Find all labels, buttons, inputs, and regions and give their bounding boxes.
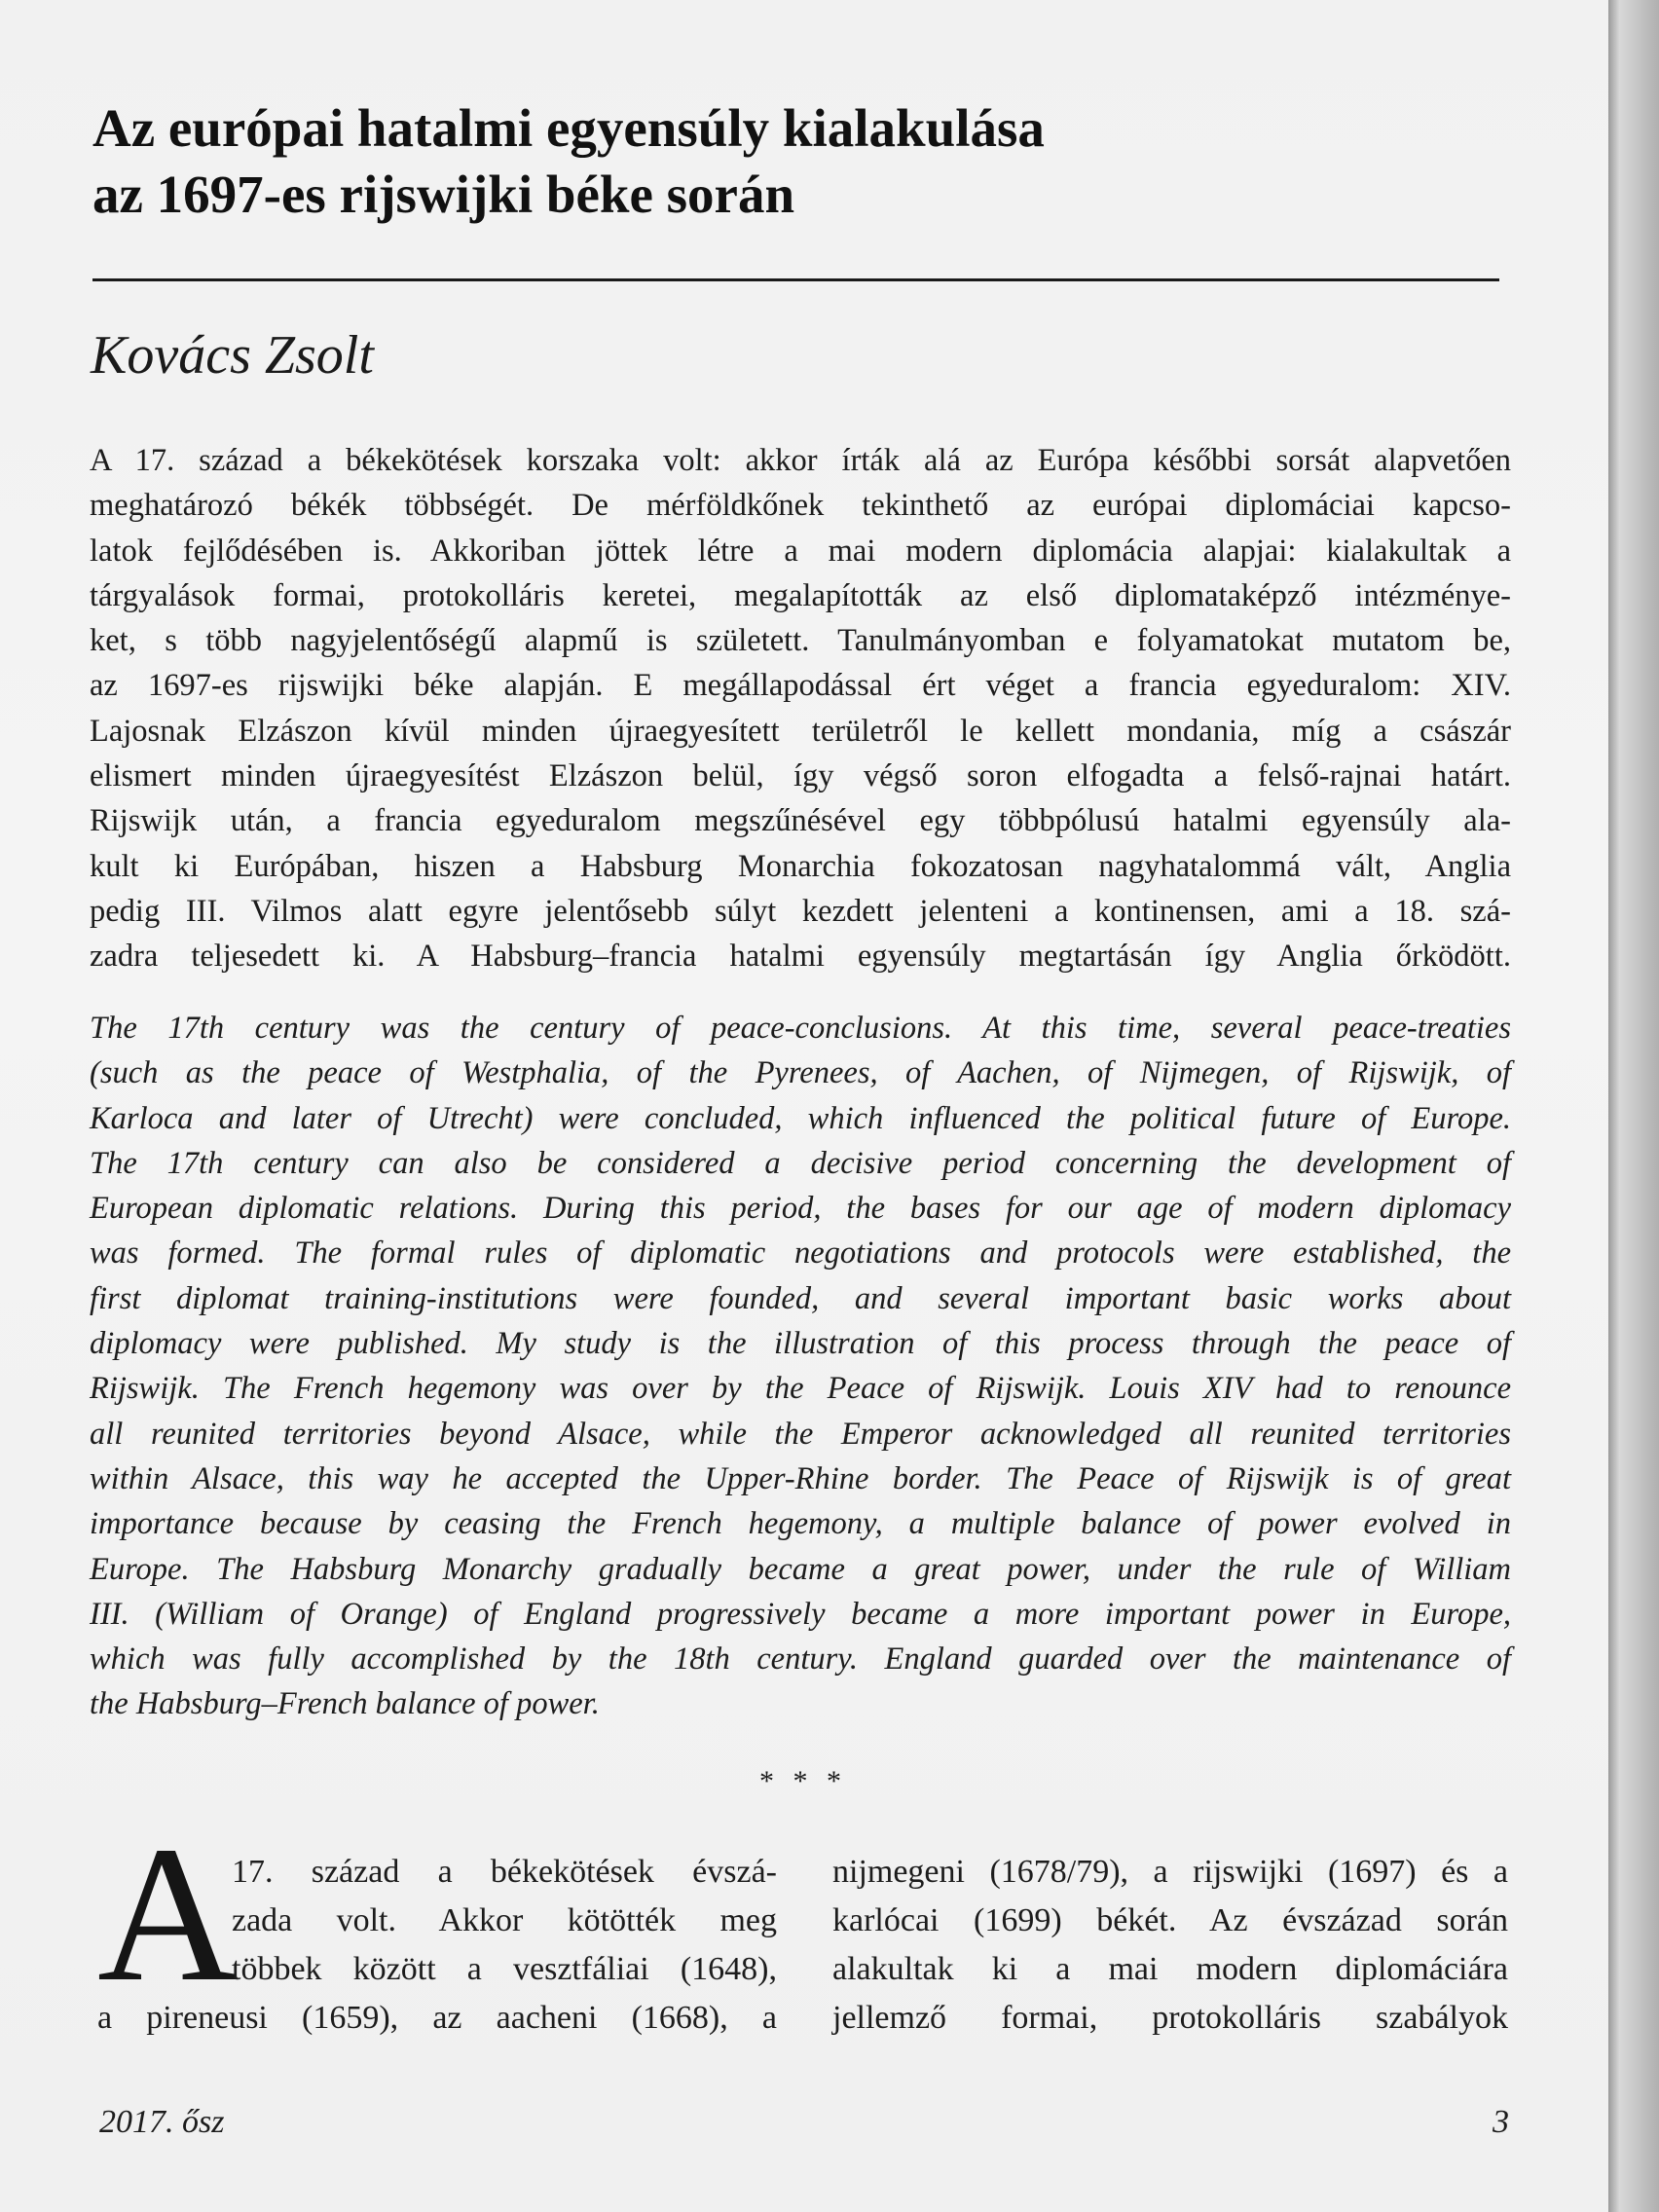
abstract-hu-line: A 17. század a békekötések korszaka volt: akkor írták alá az Európa későbbi sorsát alapvetően (90, 443, 1511, 478)
drop-cap: A (97, 1807, 239, 2022)
abstract-hu-line: zadra teljesedett ki. A Habsburg–francia hatalmi egyensúly megtartásán így Anglia őrködött. (90, 939, 1511, 975)
abstract-en-line: which was fully accomplished by the 18th century. England guarded over the maintenance of (90, 1641, 1511, 1677)
abstract-en-line: importance because by ceasing the French hegemony, a multiple balance of power evolved in (90, 1506, 1511, 1542)
abstract-english (90, 1006, 1511, 1727)
abstract-en-line: all reunited territories beyond Alsace, while the Emperor acknowledged all reunited territories (90, 1416, 1511, 1452)
article-title (92, 95, 1456, 228)
abstract-hu-line: Lajosnak Elzászon kívül minden újraegyesített területről le kellett mondania, míg a császár (90, 713, 1511, 749)
abstract-en-line: within Alsace, this way he accepted the Upper-Rhine border. The Peace of Rijswijk is of great (90, 1460, 1511, 1496)
abstract-en-line: first diplomat training-institutions were founded, and several important basic works about (90, 1280, 1511, 1316)
abstract-en-line: diplomacy were published. My study is the illustration of this process through the peace of (90, 1326, 1511, 1362)
body-line: a pireneusi (1659), az aacheni (1668), a (97, 2000, 777, 2036)
body-line: jellemző formai, protokolláris szabályok (832, 2000, 1508, 2036)
abstract-en-line: III. (William of Orange) of England progressively became a more important power in Europe, (90, 1596, 1511, 1632)
title-line-2: az 1697-es rijswijki béke során (92, 165, 795, 224)
body-line: 17. század a békekötések évszá- (232, 1854, 777, 1890)
abstract-en-line: was formed. The formal rules of diplomatic negotiations and protocols were established, the (90, 1235, 1511, 1272)
section-separator: * * * (759, 1765, 847, 1797)
page-number: 3 (1493, 2104, 1509, 2140)
author-name: Kovács Zsolt (91, 325, 374, 386)
body-column-right (832, 1848, 1508, 2043)
body-line: nijmegeni (1678/79), a rijswijki (1697) és a (832, 1854, 1508, 1890)
title-divider (92, 278, 1499, 281)
body-line: alakultak ki a mai modern diplomáciára (832, 1951, 1508, 1987)
abstract-en-line: Europe. The Habsburg Monarchy gradually became a great power, under the rule of William (90, 1551, 1511, 1587)
abstract-hu-line: az 1697-es rijswijki béke alapján. E megállapodással ért véget a francia egyeduralom: XIV. (90, 668, 1511, 704)
body-line: többek között a vesztfáliai (1648), (232, 1951, 777, 1987)
abstract-en-line: The 17th century can also be considered a decisive period concerning the development of (90, 1145, 1511, 1181)
body-column-left (97, 1848, 777, 2043)
body-line: zada volt. Akkor kötötték meg (232, 1902, 777, 1938)
abstract-hu-line: Rijswijk után, a francia egyeduralom megszűnésével egy többpólusú hatalmi egyensúly ala- (90, 803, 1511, 839)
abstract-en-line: Rijswijk. The French hegemony was over by the Peace of Rijswijk. Louis XIV had to renounce (90, 1371, 1511, 1407)
abstract-hu-line: pedig III. Vilmos alatt egyre jelentősebb súlyt kezdett jelenteni a kontinensen, ami a 18. szá- (90, 893, 1511, 929)
body-line: karlócai (1699) békét. Az évszázad során (832, 1902, 1508, 1938)
abstract-en-line: European diplomatic relations. During this period, the bases for our age of modern diplomacy (90, 1191, 1511, 1227)
abstract-en-line: Karloca and later of Utrecht) were concluded, which influenced the political future of Europe. (90, 1100, 1511, 1136)
abstract-hu-line: tárgyalások formai, protokolláris keretei, megalapították az első diplomataképző intézménye- (90, 577, 1511, 613)
abstract-en-line: (such as the peace of Westphalia, of the Pyrenees, of Aachen, of Nijmegen, of Rijswijk, of (90, 1055, 1511, 1091)
abstract-hu-line: elismert minden újraegyesítést Elzászon belül, így végső soron elfogadta a felső-rajnai határt. (90, 758, 1511, 794)
title-line-1: Az európai hatalmi egyensúly kialakulása (92, 98, 1045, 158)
abstract-en-line: the Habsburg–French balance of power. (90, 1686, 600, 1722)
abstract-hungarian (90, 438, 1511, 979)
abstract-hu-line: ket, s több nagyjelentőségű alapmű is született. Tanulmányomban e folyamatokat mutatom be, (90, 623, 1511, 659)
abstract-hu-line: meghatározó békék többségét. De mérföldkőnek tekinthető az európai diplomáciai kapcso- (90, 488, 1511, 524)
footer-issue: 2017. ősz (99, 2104, 225, 2140)
abstract-hu-line: latok fejlődésében is. Akkoriban jöttek létre a mai modern diplomácia alapjai: kialakultak a (90, 533, 1511, 569)
page-edge (1608, 0, 1659, 2212)
abstract-en-line: The 17th century was the century of peace-conclusions. At this time, several peace-treaties (90, 1011, 1511, 1046)
abstract-hu-line: kult ki Európában, hiszen a Habsburg Monarchia fokozatosan nagyhatalommá vált, Anglia (90, 848, 1511, 884)
